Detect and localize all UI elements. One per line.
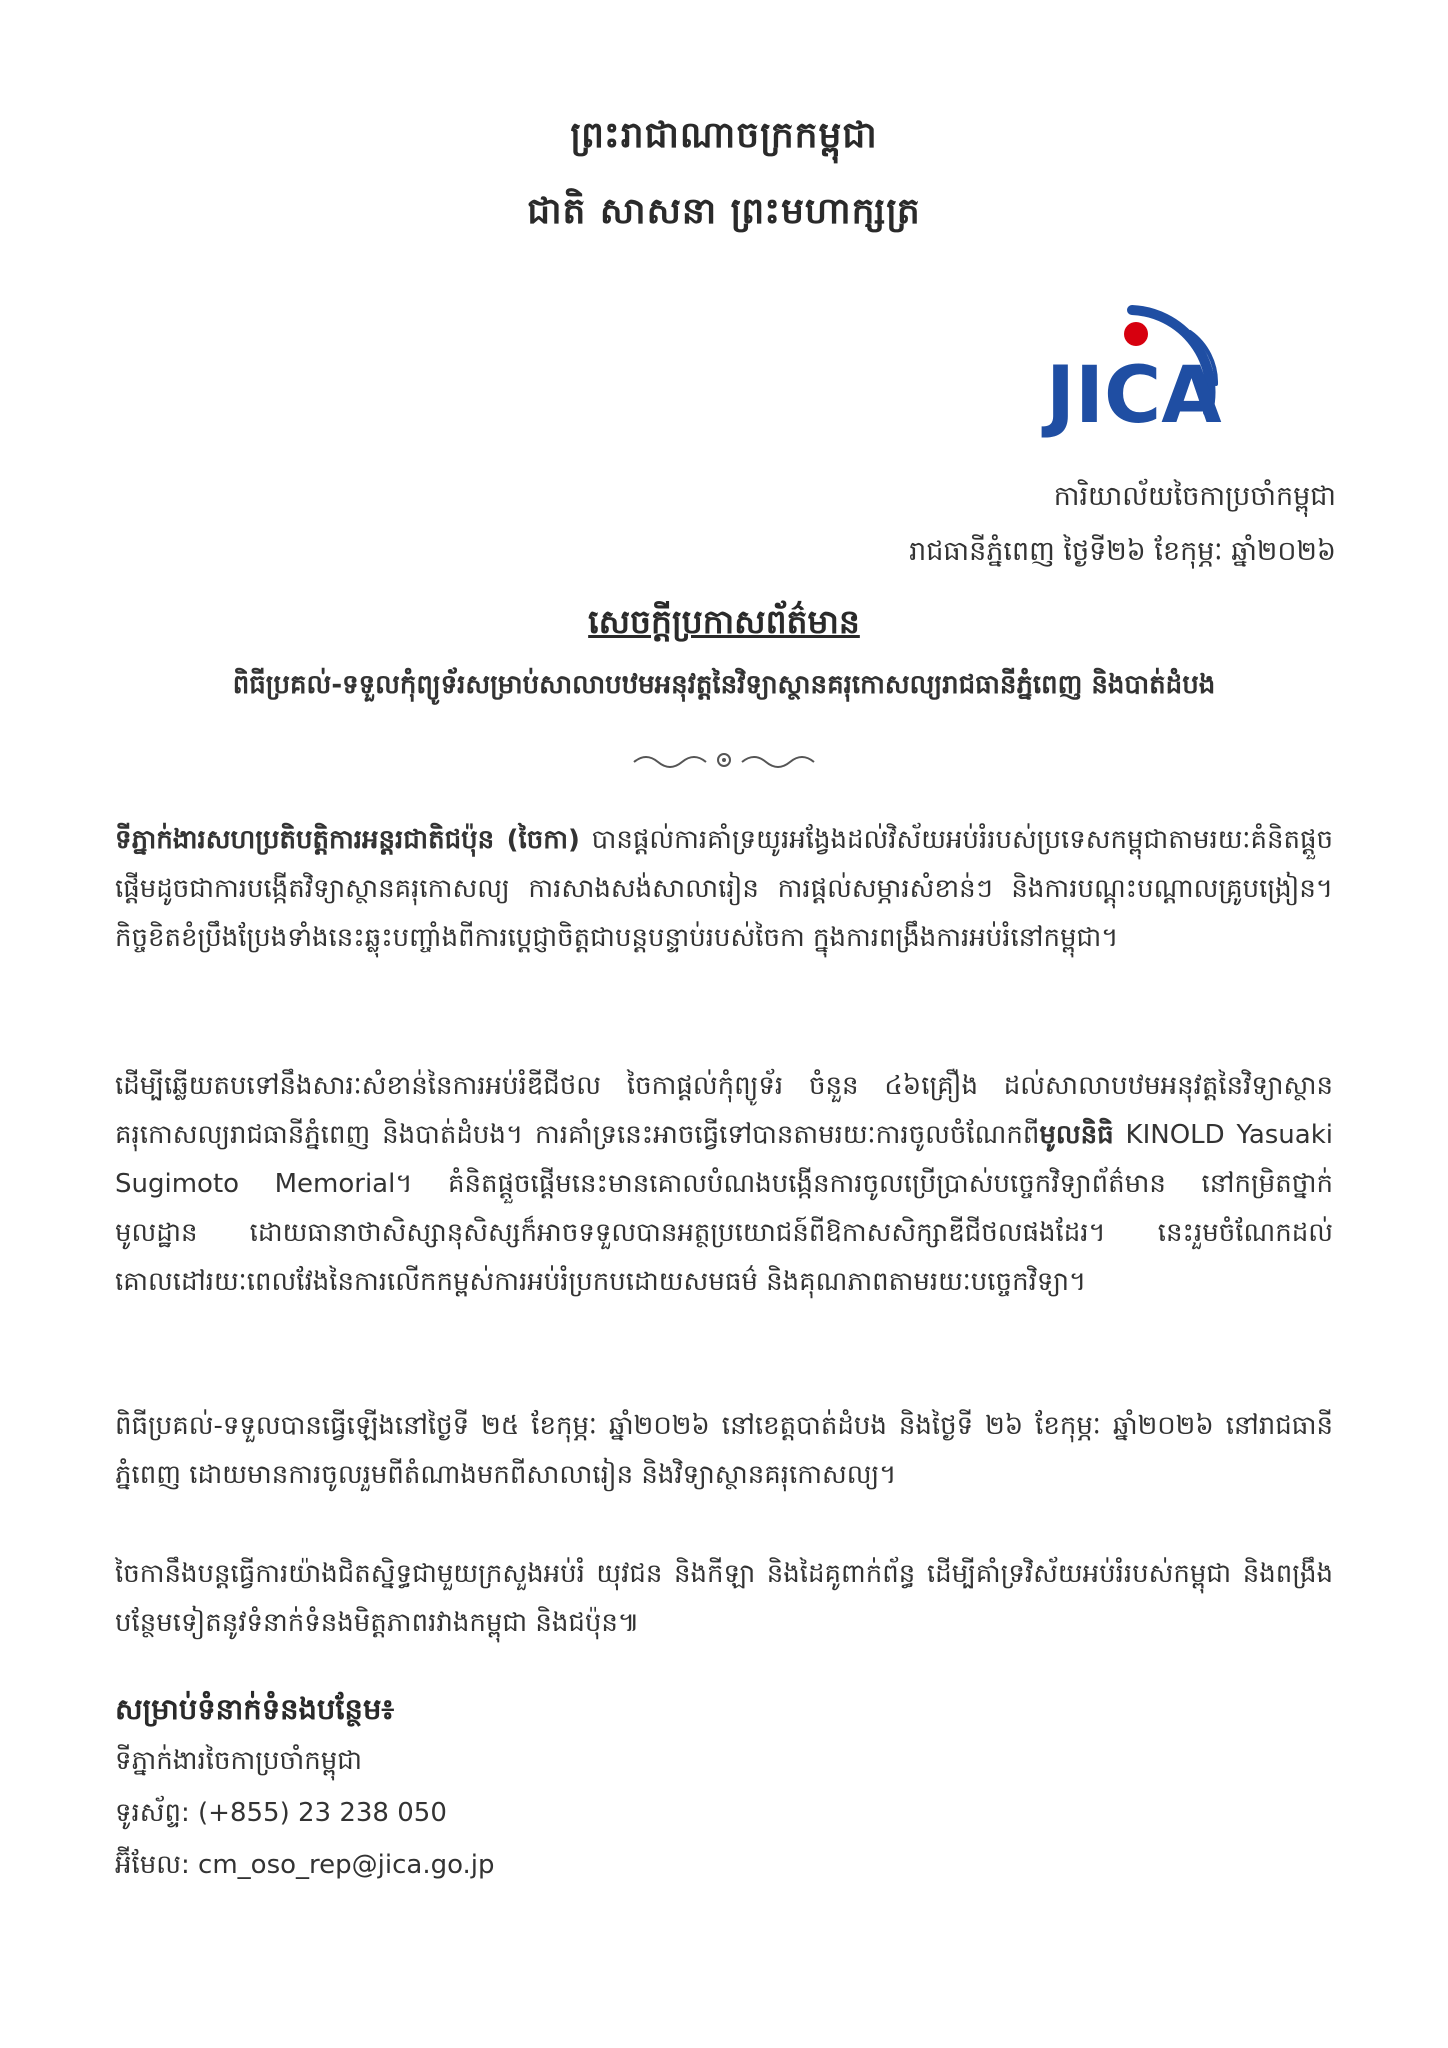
paragraph-2 bbox=[115, 1062, 1333, 1307]
document-subtitle: ពិធីប្រគល់-ទទួលកុំព្យូទ័រសម្រាប់សាលាបឋមអនុវត្តនៃវិទ្យាស្ថានគរុកោសល្យរាជធានីភ្នំពេញ និងបាត់ដំបង bbox=[232, 670, 1216, 700]
contact-heading: សម្រាប់ទំនាក់ទំនងបន្ថែម៖ bbox=[115, 1692, 395, 1726]
office-date: រាជធានីភ្នំពេញ ថ្ងៃទី២៦ ខែកុម្ភៈ ឆ្នាំ២០២៦ bbox=[909, 536, 1336, 567]
paragraph-1-lead: ទីភ្នាក់ងារសហប្រតិបត្តិការអន្តរជាតិជប៉ុន (ចៃកា) bbox=[115, 825, 580, 855]
contact-email: អ៊ីមែល: cm_oso_rep@jica.go.jp bbox=[115, 1850, 495, 1880]
ornament-divider bbox=[624, 748, 824, 772]
paragraph-1 bbox=[115, 816, 1333, 963]
kingdom-title: ព្រះរាជាណាចក្រកម្ពុជា bbox=[570, 115, 878, 156]
paragraph-2-text: KINOLD Yasuaki Sugimoto Memorial។ គំនិតផ្តួចផ្តើមនេះមានគោលបំណងបង្កើនការចូលប្រើប្រាស់បច្ចេកវិទ្យាព័ត៌មាន នៅកម្រិតថ្នាក់មូលដ្ឋាន ដោយធានាថាសិស្សានុសិស្សក៏អាចទទួលបានអត្ថប្រយោជន៍ពីឱកាសសិក្សាឌីជីថលផងដែរ។ នេះរួមចំណែកដល់គោលដៅរយៈពេលវែងនៃការលើកកម្ពស់ការអប់រំប្រកបដោយសមធម៌ និងគុណភាពតាមរយៈបច្ចេកវិទ្យា។ bbox=[115, 1120, 1333, 1297]
contact-organization: ទីភ្នាក់ងារចៃកាប្រចាំកម្ពុជា bbox=[115, 1746, 363, 1776]
jica-logo bbox=[1040, 272, 1240, 447]
office-name: ការិយាល័យចៃកាប្រចាំកម្ពុជា bbox=[1053, 481, 1336, 512]
paragraph-2-bold: មូលនិធិ bbox=[1039, 1120, 1114, 1150]
jica-logo-wordmark: JICA bbox=[1046, 351, 1222, 441]
contact-phone: ទូរស័ព្ទ: (+855) 23 238 050 bbox=[115, 1798, 447, 1828]
paragraph-2-text-start: ដើម្បីឆ្លើយតបទៅនឹងសារៈសំខាន់នៃការអប់រំឌីជីថល ចៃកាផ្តល់កុំព្យូទ័រ ចំនួន ៤៦គ្រឿង ដល់សាលាបឋមអនុវត្តនៃវិទ្យាស្ថានគរុកោសល្យរាជធានីភ្នំពេញ និងបាត់ដំបង។ ការគាំទ្រនេះអាចធ្វើទៅបានតាមរយៈការចូលចំណែកពី bbox=[115, 1071, 1333, 1150]
paragraph-4: ចៃកានឹងបន្តធ្វើការយ៉ាងជិតស្និទ្ធជាមួយក្រសួងអប់រំ យុវជន និងកីឡា និងដៃគូពាក់ព័ន្ធ ដើម្បីគាំទ្រវិស័យអប់រំរបស់កម្ពុជា និងពង្រឹងបន្ថែមទៀតនូវទំនាក់ទំនងមិត្តភាពរវាងកម្ពុជា និងជប៉ុន៕ bbox=[115, 1559, 1333, 1638]
paragraph-1-text: បានផ្តល់ការគាំទ្រយូរអង្វែងដល់វិស័យអប់រំរបស់ប្រទេសកម្ពុជាតាមរយៈគំនិតផ្តួចផ្តើមដូចជាការបង្កើតវិទ្យាស្ថានគរុកោសល្យ ការសាងសង់សាលារៀន ការផ្តល់សម្ភារសំខាន់ៗ និងការបណ្តុះបណ្តាលគ្រូបង្រៀន។ កិច្ចខិតខំប្រឹងប្រែងទាំងនេះឆ្លុះបញ្ចាំងពីការប្តេជ្ញាចិត្តជាបន្តបន្ទាប់របស់ចៃកា ក្នុងការពង្រឹងការអប់រំនៅកម្ពុជា។ bbox=[115, 825, 1333, 953]
jica-logo-dot bbox=[1124, 322, 1148, 346]
document-title: សេចក្តីប្រកាសព័ត៌មាន bbox=[588, 602, 860, 641]
paragraph-3: ពិធីប្រគល់-ទទួលបានធ្វើឡើងនៅថ្ងៃទី ២៥ ខែកុម្ភៈ ឆ្នាំ២០២៦ នៅខេត្តបាត់ដំបង និងថ្ងៃទី ២៦ ខែកុម្ភៈ ឆ្នាំ២០២៦ នៅរាជធានីភ្នំពេញ ដោយមានការចូលរួមពីតំណាងមកពីសាលារៀន និងវិទ្យាស្ថានគរុកោសល្យ។ bbox=[115, 1411, 1333, 1490]
kingdom-motto: ជាតិ សាសនា ព្រះមហាក្សត្រ bbox=[527, 191, 921, 232]
